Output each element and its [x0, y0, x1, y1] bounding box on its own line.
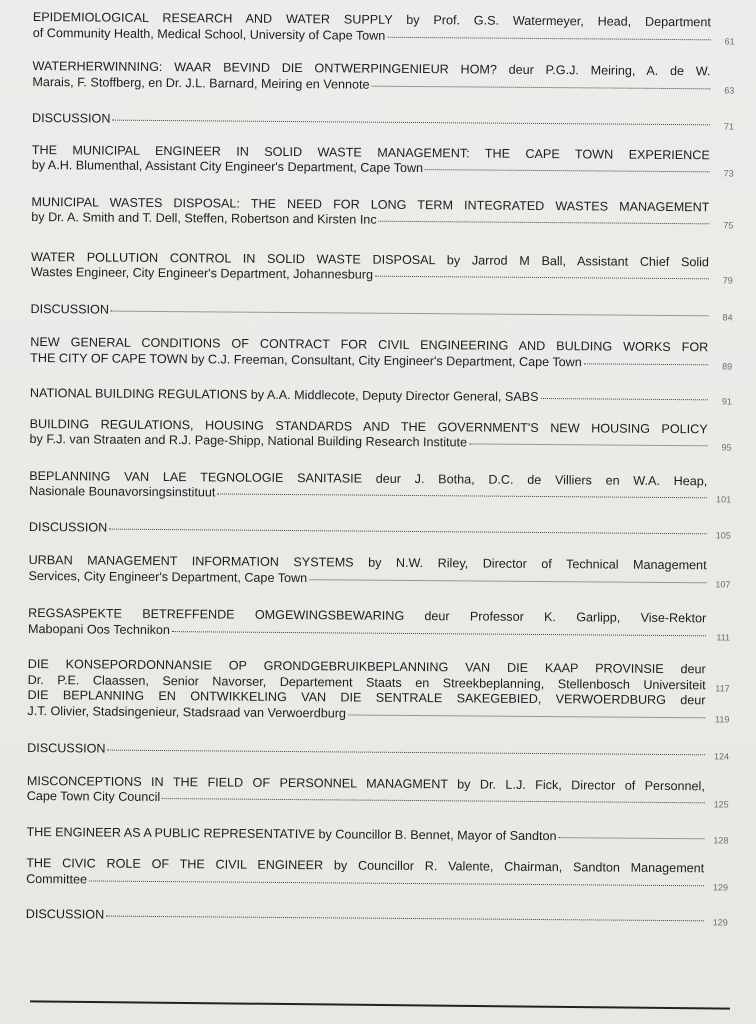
entry-author-line: by F.J. van Straaten and R.J. Page-Shipp, National Building Research Institute [29, 431, 468, 450]
entry-author-line: Wastes Engineer, City Engineer's Department, Johannesburg [30, 264, 374, 282]
toc-entry [26, 855, 729, 892]
toc-entry [30, 334, 733, 372]
page-number: 129 [712, 917, 728, 928]
page-number: 128 [713, 834, 729, 845]
entry-title-line: NEW GENERAL CONDITIONS OF CONTRACT FOR CIVIL ENGINEERING AND BULDING WORKS FOR [30, 334, 709, 355]
toc-entry [31, 249, 731, 285]
page-number: 73 [723, 168, 734, 179]
page-number: 75 [723, 220, 734, 231]
dot-leader [106, 915, 704, 922]
entry-title-line: WATERHERWINNING: WAAR BEVIND DIE ONTWERPINGENIEUR HOM? deur P.G.J. Meiring, A. de W. [32, 58, 711, 79]
discussion-label: DISCUSSION [30, 301, 110, 317]
page-number: 101 [716, 494, 732, 505]
toc-entry-discussion [32, 110, 735, 132]
page-number: 63 [724, 84, 735, 96]
page-number: 105 [715, 529, 731, 540]
dot-leader [387, 35, 710, 40]
toc-entry [30, 386, 730, 407]
entry-author-line: by Dr. A. Smith and T. Dell, Steffen, Robertson and Kirsten Inc [31, 209, 377, 227]
entry-title-line: BUILDING REGULATIONS, HOUSING STANDARDS AND THE GOVERNMENT'S NEW HOUSING POLICY [29, 416, 708, 436]
toc-entry [27, 773, 727, 809]
entry-title-line: URBAN MANAGEMENT INFORMATION SYSTEMS by N.W. Riley, Director of Technical Management [28, 552, 707, 573]
bottom-rule [30, 1000, 730, 1009]
entry-author-line: Marais, F. Stoffberg, en Dr. J.L. Barnard, Meiring en Vennote [32, 74, 370, 92]
entry-author-line: of Community Health, Medical School, University of Cape Town [32, 25, 386, 43]
page-number: 71 [723, 121, 735, 132]
dot-leader [112, 119, 710, 126]
entry-author-line: THE CITY OF CAPE TOWN by C.J. Freeman, Consultant, City Engineer's Department, Cape Town [30, 350, 582, 369]
entry-title-line: NATIONAL BUILDING REGULATIONS by A.A. Middlecote, Deputy Director General, SABS [29, 385, 539, 404]
page-number: 84 [722, 311, 733, 323]
entry-title-line: DIE BEPLANNING EN ONTWIKKELING VAN DIE SENTRALE SAKEGEBIED, VERWOERDBURG deur [27, 687, 706, 708]
toc-entry [32, 58, 735, 96]
discussion-label: DISCUSSION [28, 519, 108, 535]
entry-author-line: J.T. Olivier, Stadsingenieur, Stadsraad van Verwoerdburg [27, 703, 347, 720]
toc-entry [33, 10, 733, 46]
toc-entry-discussion [31, 301, 731, 322]
dot-leader [217, 492, 707, 498]
dot-leader [469, 442, 707, 446]
toc-entry [32, 142, 732, 178]
entry-title-line: EPIDEMIOLOGICAL RESEARCH AND WATER SUPPLY by Prof. G.S. Watermeyer, Head, Department [32, 9, 711, 30]
dot-leader [89, 879, 704, 886]
entry-author-line: by A.H. Blumenthal, Assistant City Engineer's Department, Cape Town [31, 157, 424, 176]
page-number: 129 [713, 881, 729, 892]
toc-entry [31, 194, 734, 231]
toc-entry [28, 605, 731, 642]
entry-title-line: THE ENGINEER AS A PUBLIC REPRESENTATIVE by Councillor B. Bennet, Mayor of Sandton [26, 824, 557, 843]
entry-author-line: Nasionale Bounavorsingsinstituut [29, 483, 216, 500]
dot-leader [425, 168, 710, 172]
entry-title-line: DIE KONSEPORDONNANSIE OP GRONDGEBRUIKBEPLANNING VAN DIE KAAP PROVINSIE deur [27, 656, 706, 677]
dot-leader [309, 578, 706, 583]
page-number: 91 [721, 396, 732, 407]
dot-leader [372, 84, 711, 89]
dot-leader [348, 713, 705, 718]
entry-author-line: Dr. P.E. Claassen, Senior Navorser, Departement Staats en Streekbeplanning, Stellenbosch Universiteit [27, 672, 706, 692]
dot-leader [109, 527, 707, 534]
entry-author-line: Mabopani Oos Technikon [28, 621, 171, 637]
dot-leader [375, 275, 709, 280]
entry-author-line: Services, City Engineer's Department, Cape Town [28, 568, 308, 585]
page-number: 61 [724, 35, 735, 47]
entry-title-line: MUNICIPAL WASTES DISPOSAL: THE NEED FOR LONG TERM INTEGRATED WASTES MANAGEMENT [31, 194, 710, 214]
page-number: 125 [713, 799, 729, 810]
page-number: 107 [715, 578, 731, 589]
entry-title-line: REGSASPEKTE BETREFFENDE OMGEWINGSBEWARING deur Professor K. Garlipp, Vise-Rektor [28, 605, 707, 626]
entry-author-line: Cape Town City Council [26, 788, 161, 805]
page-number: 111 [716, 631, 731, 642]
entry-title-line: THE MUNICIPAL ENGINEER IN SOLID WASTE MANAGEMENT: THE CAPE TOWN EXPERIENCE [31, 142, 710, 162]
page-number: 124 [714, 751, 730, 762]
dot-leader [540, 397, 707, 400]
dot-leader [379, 220, 710, 225]
toc-entry-discussion [26, 907, 726, 928]
page-number: 117 [715, 682, 730, 693]
table-of-contents [26, 2, 733, 928]
entry-title-line: WATER POLLUTION CONTROL IN SOLID WASTE DISPOSAL by Jarrod M Ball, Assistant Chief Solid [30, 249, 710, 269]
discussion-label: DISCUSSION [32, 110, 111, 126]
dot-leader [107, 749, 705, 756]
page-number: 95 [721, 442, 732, 453]
dot-leader [584, 362, 708, 365]
dot-leader [111, 309, 709, 316]
discussion-label: DISCUSSION [27, 740, 106, 756]
discussion-label: DISCUSSION [25, 906, 105, 922]
toc-entry [26, 824, 729, 845]
toc-entry-discussion [29, 519, 729, 540]
dot-leader [162, 797, 705, 803]
dot-leader [559, 836, 705, 839]
entry-title-line: MISCONCEPTIONS IN THE FIELD OF PERSONNEL MANAGMENT by Dr. L.J. Fick, Director of Personnel, [26, 773, 705, 793]
dot-leader [172, 630, 706, 636]
page-number: 89 [722, 360, 733, 372]
toc-entry [30, 416, 730, 452]
toc-entry-discussion [27, 740, 730, 762]
entry-title-line: THE CIVIC ROLE OF THE CIVIL ENGINEER by Councillor R. Valente, Chairman, Sandton Management [26, 855, 705, 876]
toc-entry [29, 468, 732, 505]
page-number: 79 [722, 275, 733, 286]
entry-author-line: Committee [26, 871, 88, 886]
entry-title-line: BEPLANNING VAN LAE TEGNOLOGIE SANITASIE deur J. Botha, D.C. de Villiers en W.A. Heap, [29, 468, 708, 488]
toc-entry [28, 552, 731, 589]
page-number: 119 [714, 713, 730, 724]
